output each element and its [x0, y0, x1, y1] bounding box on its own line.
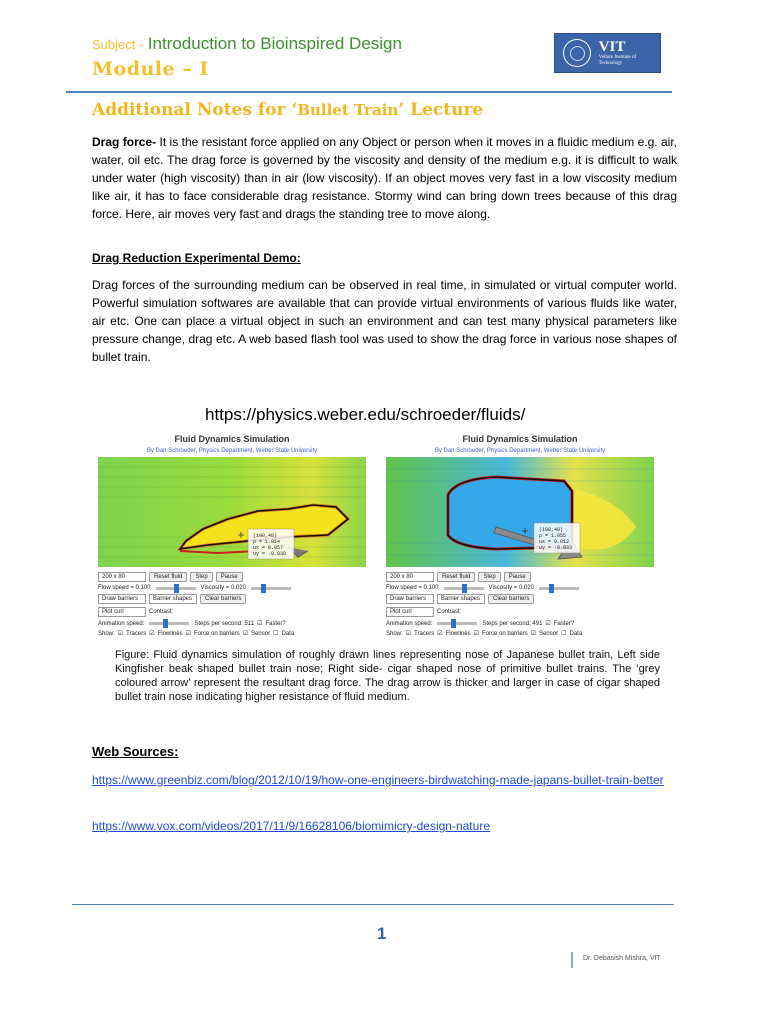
- data-checkbox[interactable]: ☐: [273, 631, 279, 637]
- author-credit: Dr. Debasish Mishra, VIT: [583, 955, 661, 962]
- flow-speed-label: Flow speed = 0.100: [98, 585, 151, 591]
- show-label: Show:: [98, 630, 115, 637]
- pause-button[interactable]: Pause: [216, 572, 243, 582]
- flow-field[interactable]: [98, 457, 366, 567]
- sensor-checkbox[interactable]: ☑: [242, 631, 249, 637]
- sim-credit[interactable]: By Dan Schroeder, Physics Department, Weber State University: [434, 448, 606, 454]
- contrast-label: Contrast:: [149, 609, 174, 615]
- grid-size-select[interactable]: 200 x 80: [98, 572, 146, 582]
- flow-field[interactable]: [386, 457, 654, 567]
- simulation-panel-left: [92, 432, 372, 642]
- data-label: Data: [569, 630, 583, 637]
- subject-line: [92, 34, 402, 54]
- tracers-checkbox[interactable]: ☑: [405, 631, 412, 637]
- steps-per-second: Steps per second: 491: [482, 620, 543, 627]
- readout-line: uy = -0.033: [539, 545, 573, 551]
- demo-paragraph: Drag forces of the surrounding medium can be observed in real time, in simulated or virtual computer world. Powerful simulation softwares are available that can provide virtual environments of various fluids like water, air etc. One can place a virtual object in such an environment and can test many physical parameters like pressure change, drag etc. A web based flash tool was used to show the drag force in various nose shapes of bullet train.: [92, 278, 677, 364]
- tracers-checkbox[interactable]: ☑: [117, 631, 124, 637]
- animation-speed-slider[interactable]: [437, 622, 477, 625]
- barrier-shapes-select[interactable]: Barrier shapes: [437, 594, 485, 604]
- readout-line: (100,40): [253, 533, 278, 539]
- web-sources-heading: Web Sources:: [92, 744, 179, 759]
- readout-line: (100,40): [539, 527, 564, 533]
- source-link-greenbiz[interactable]: https://www.greenbiz.com/blog/2012/10/19/how-one-engineers-birdwatching-made-japans-bullet-train-better: [92, 773, 664, 787]
- draw-barriers-select[interactable]: Draw barriers: [386, 594, 434, 604]
- readout-line: ρ = 1.055: [539, 533, 567, 539]
- subject-label: Subject -: [92, 37, 144, 52]
- figure-url[interactable]: https://physics.weber.edu/schroeder/fluids/: [205, 405, 526, 424]
- barrier-shapes-select[interactable]: Barrier shapes: [149, 594, 197, 604]
- data-checkbox[interactable]: ☐: [561, 631, 567, 637]
- sim-controls: [92, 567, 372, 639]
- vit-logo: [554, 33, 661, 73]
- show-label: Show:: [386, 630, 403, 637]
- viscosity-label: Viscosity = 0.020: [200, 585, 246, 591]
- contrast-label: Contrast:: [437, 609, 462, 615]
- title-emphasis: Bullet Train: [297, 101, 399, 119]
- sensor-checkbox[interactable]: ☑: [530, 631, 537, 637]
- logo-name: VIT: [598, 38, 626, 55]
- readout-line: ux = 0.012: [539, 539, 570, 545]
- step-button[interactable]: Step: [190, 572, 212, 582]
- faster-label: Faster?: [553, 620, 575, 627]
- draw-barriers-select[interactable]: Draw barriers: [98, 594, 146, 604]
- animation-speed-slider[interactable]: [149, 622, 189, 625]
- title-prefix: Additional Notes for ‘: [92, 100, 298, 120]
- plot-select[interactable]: Plot curl: [386, 607, 434, 617]
- readout-line: ρ = 1.014: [253, 539, 281, 545]
- drag-force-paragraph: [92, 133, 677, 223]
- title-suffix: ’ Lecture: [398, 100, 484, 120]
- readout-line: uy = -0.030: [253, 551, 287, 557]
- force-label: Force on barriers: [194, 630, 240, 637]
- header-divider: [66, 91, 672, 93]
- flow-speed-label: Flow speed = 0.100: [386, 585, 439, 591]
- pause-button[interactable]: Pause: [504, 572, 531, 582]
- plot-select[interactable]: Plot curl: [98, 607, 146, 617]
- module-label: Module – I: [92, 58, 209, 80]
- readout-line: ux = 0.057: [253, 545, 284, 551]
- sensor-label: Sensor: [251, 630, 271, 637]
- faster-label: Faster?: [265, 620, 286, 627]
- force-label: Force on barriers: [482, 630, 528, 637]
- sim-credit[interactable]: By Dan Schroeder, Physics Department, Weber State University: [146, 448, 318, 454]
- animation-speed-label: Animation speed:: [386, 620, 433, 627]
- author-divider: [571, 952, 573, 968]
- page-number: 1: [377, 924, 387, 943]
- logo-tagline: Vellore Institute of Technology: [598, 54, 637, 66]
- data-label: Data: [281, 630, 295, 637]
- flowlines-checkbox[interactable]: ☑: [149, 631, 155, 637]
- clear-barriers-button[interactable]: Clear barriers: [200, 594, 246, 604]
- force-checkbox[interactable]: ☑: [473, 631, 479, 637]
- flowlines-label: Flowlines: [445, 630, 471, 637]
- flowlines-checkbox[interactable]: ☑: [437, 631, 443, 637]
- sim-title: Fluid Dynamics Simulation: [174, 434, 290, 444]
- source-link-vox[interactable]: https://www.vox.com/videos/2017/11/9/16628106/biomimicry-design-nature: [92, 819, 490, 833]
- sim-title: Fluid Dynamics Simulation: [462, 434, 578, 444]
- viscosity-label: Viscosity = 0.020: [488, 585, 534, 591]
- reset-fluid-button[interactable]: Reset fluid: [437, 572, 475, 582]
- footer-divider: [72, 904, 674, 905]
- page-title: [92, 100, 483, 120]
- viscosity-slider[interactable]: [539, 587, 579, 590]
- sim-controls: [380, 567, 660, 639]
- subject-title: Introduction to Bioinspired Design: [147, 34, 402, 53]
- animation-speed-label: Animation speed:: [98, 620, 145, 627]
- flowlines-label: Flowlines: [157, 630, 183, 637]
- sensor-label: Sensor: [539, 630, 559, 637]
- drag-force-term: Drag force-: [92, 135, 157, 149]
- grid-size-select[interactable]: 200 x 80: [386, 572, 434, 582]
- steps-per-second: Steps per second: 511: [194, 620, 254, 627]
- flow-speed-slider[interactable]: [156, 587, 196, 590]
- seal-icon: [563, 39, 591, 67]
- step-button[interactable]: Step: [478, 572, 500, 582]
- demo-heading: Drag Reduction Experimental Demo:: [92, 251, 301, 265]
- simulation-panel-right: [380, 432, 660, 642]
- reset-fluid-button[interactable]: Reset fluid: [149, 572, 187, 582]
- figure-caption: Figure: Fluid dynamics simulation of roughly drawn lines representing nose of Japanese bullet train, Left side Kingfisher beak shaped bullet train nose; Right side- cigar shaped nose of primitive bullet trains. The ‘grey coloured arrow’ represent the resultant drag force. The drag arrow is thicker and larger in case of cigar shaped bullet train nose indicating higher resistance of fluid medium.: [115, 649, 660, 703]
- viscosity-slider[interactable]: [251, 587, 291, 590]
- clear-barriers-button[interactable]: Clear barriers: [488, 594, 534, 604]
- drag-force-text: It is the resistant force applied on any Object or person when it moves in a fluidic medium e.g. air, water, oil etc. The drag force is governed by the viscosity and density of the medium e.g. it is difficult to walk under water (high viscosity) than in air (low viscosity). If an object moves very fast in a low viscosity medium like air, it has to face considerable drag resistance. Stormy wind can bring down trees because of this drag force. Here, air moves very fast and drags the standing tree to move along.: [92, 135, 678, 221]
- flow-speed-slider[interactable]: [444, 587, 484, 590]
- force-checkbox[interactable]: ☑: [185, 631, 191, 637]
- faster-checkbox[interactable]: ☑: [545, 621, 551, 627]
- faster-checkbox[interactable]: ☑: [256, 621, 263, 627]
- tracers-label: Tracers: [126, 630, 147, 637]
- tracers-label: Tracers: [414, 630, 435, 637]
